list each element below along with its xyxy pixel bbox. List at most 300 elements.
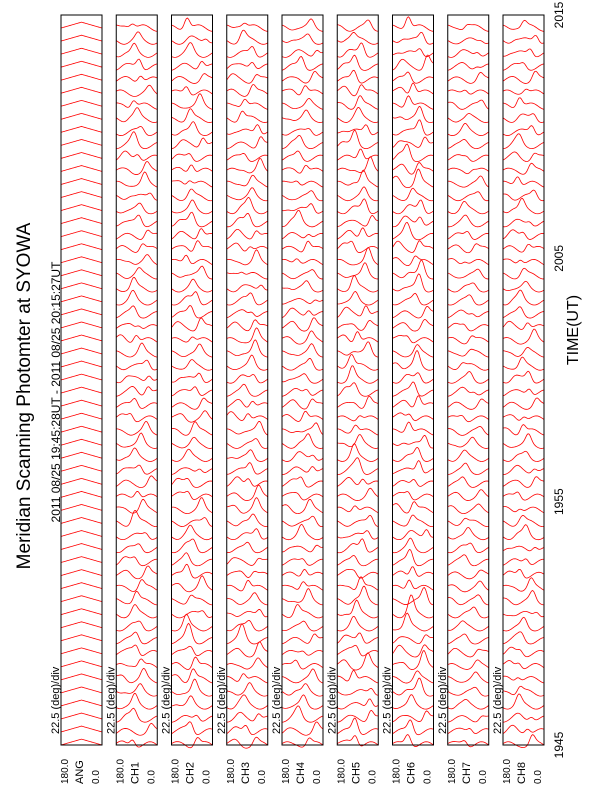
- scan-trace: [116, 108, 157, 123]
- scan-trace: [503, 591, 544, 605]
- scan-trace: [61, 426, 102, 432]
- scan-trace: [282, 605, 323, 618]
- scan-trace: [172, 722, 213, 735]
- x-tick-labels: [552, 1, 566, 758]
- scan-trace: [337, 70, 378, 83]
- scan-trace: [61, 609, 102, 615]
- panel-ch3: [216, 15, 268, 784]
- scan-trace: [116, 203, 157, 214]
- scan-trace: [337, 670, 378, 683]
- ytick-bottom-label: 0.0: [256, 770, 268, 784]
- scan-trace: [503, 686, 544, 696]
- scan-trace: [172, 229, 213, 239]
- scan-trace: [227, 737, 268, 748]
- scan-trace: [282, 135, 323, 148]
- scan-trace: [116, 268, 157, 279]
- scan-trace: [227, 529, 268, 540]
- scan-trace: [227, 712, 268, 722]
- scan-trace: [227, 111, 268, 122]
- scan-trace: [227, 725, 268, 734]
- scan-trace: [282, 98, 323, 109]
- scan-trace: [337, 444, 378, 462]
- scan-trace: [503, 63, 544, 71]
- scan-trace: [448, 349, 489, 357]
- scan-trace: [393, 120, 434, 135]
- scan-trace: [393, 695, 434, 709]
- scan-trace: [337, 55, 378, 70]
- scan-trace: [227, 498, 268, 514]
- scan-trace: [227, 658, 268, 669]
- scan-trace: [503, 98, 544, 110]
- scan-trace: [61, 218, 102, 224]
- scan-trace: [61, 583, 102, 589]
- scan-trace: [116, 580, 157, 592]
- scan-trace: [227, 412, 268, 421]
- scan-trace: [116, 668, 157, 683]
- scan-trace: [227, 74, 268, 84]
- scan-trace: [61, 635, 102, 641]
- scan-trace: [393, 256, 434, 266]
- scan-trace: [116, 24, 157, 31]
- scan-trace: [282, 204, 323, 214]
- scan-trace: [172, 337, 213, 342]
- scan-trace: [503, 451, 544, 461]
- scan-trace: [227, 439, 268, 449]
- scan-trace: [227, 250, 268, 265]
- scan-trace: [282, 56, 323, 70]
- scan-trace: [227, 620, 268, 630]
- channel-label: CH7: [460, 761, 473, 784]
- scan-trace: [172, 614, 213, 631]
- scan-trace: [116, 448, 157, 462]
- scan-trace: [393, 502, 434, 513]
- scan-trace: [172, 43, 213, 58]
- scan-trace: [337, 699, 378, 709]
- scan-trace: [116, 740, 157, 747]
- scan-trace: [172, 74, 213, 84]
- scan-trace: [448, 728, 489, 734]
- scan-trace: [282, 181, 323, 187]
- scan-trace: [172, 292, 213, 305]
- scan-trace: [116, 511, 157, 527]
- scan-trace: [227, 695, 268, 709]
- scan-trace: [448, 672, 489, 683]
- scan-trace: [503, 477, 544, 488]
- scan-trace: [337, 539, 378, 553]
- scan-trace: [227, 229, 268, 239]
- scan-trace: [61, 22, 102, 28]
- scan-trace: [172, 669, 213, 683]
- scan-trace: [116, 76, 157, 81]
- scan-trace: [172, 387, 213, 396]
- scan-trace: [393, 72, 434, 83]
- scan-trace: [227, 580, 268, 591]
- scan-trace: [337, 170, 378, 187]
- scan-trace: [172, 360, 213, 371]
- scan-trace: [337, 241, 378, 252]
- scan-trace: [116, 161, 157, 174]
- scan-trace: [282, 191, 323, 201]
- scan-trace: [448, 607, 489, 618]
- scan-trace: [61, 283, 102, 289]
- scan-trace: [61, 270, 102, 276]
- scan-trace: [282, 660, 323, 669]
- scan-trace: [337, 125, 378, 135]
- scan-trace: [337, 506, 378, 513]
- scan-trace: [116, 499, 157, 513]
- scan-trace: [393, 216, 434, 227]
- scan-trace: [227, 609, 268, 616]
- ytick-top-label: 180.0: [170, 758, 182, 784]
- scan-trace: [282, 86, 323, 95]
- scan-trace: [61, 153, 102, 159]
- scan-trace: [116, 290, 157, 305]
- panel-ch2: [161, 15, 213, 784]
- scan-trace: [116, 306, 157, 318]
- scan-trace: [503, 713, 544, 722]
- scan-trace: [282, 493, 323, 500]
- scan-trace: [116, 557, 157, 566]
- scan-trace: [503, 219, 544, 227]
- scan-trace: [503, 163, 544, 174]
- scan-trace: [282, 499, 323, 513]
- scan-trace: [503, 425, 544, 436]
- scan-trace: [337, 396, 378, 408]
- scan-trace: [448, 363, 489, 371]
- scan-trace: [227, 593, 268, 605]
- scan-trace: [448, 699, 489, 709]
- scan-trace: [61, 557, 102, 563]
- scan-trace: [337, 616, 378, 631]
- scan-trace: [448, 231, 489, 239]
- scan-trace: [503, 735, 544, 748]
- scan-trace: [448, 387, 489, 396]
- scan-trace: [448, 477, 489, 488]
- scan-trace: [503, 415, 544, 421]
- scan-trace: [448, 24, 489, 31]
- scan-trace: [61, 491, 102, 497]
- scan-trace: [337, 199, 378, 214]
- scan-trace: [172, 255, 213, 265]
- scan-trace: [448, 504, 489, 514]
- scan-trace: [448, 283, 489, 292]
- scan-trace: [337, 577, 378, 591]
- scan-trace: [503, 569, 544, 578]
- scale-label: 22.5 (deg)/div: [215, 666, 228, 734]
- scan-trace: [116, 605, 157, 618]
- ytick-bottom-label: 0.0: [422, 770, 434, 784]
- scan-trace: [393, 515, 434, 527]
- scan-trace: [227, 450, 268, 462]
- scan-trace: [227, 571, 268, 578]
- x-tick-label: 2015: [552, 1, 566, 29]
- scan-trace: [503, 89, 544, 94]
- scan-trace: [448, 38, 489, 44]
- scan-trace: [503, 347, 544, 357]
- scan-trace: [448, 72, 489, 83]
- scan-trace: [503, 507, 544, 513]
- scan-trace: [282, 299, 323, 305]
- scan-trace: [393, 720, 434, 735]
- scan-trace: [282, 233, 323, 239]
- scan-trace: [227, 683, 268, 697]
- scan-trace: [337, 32, 378, 44]
- channel-label: CH1: [129, 761, 142, 784]
- scan-trace: [393, 435, 434, 448]
- ytick-bottom-label: 0.0: [477, 770, 489, 784]
- scan-trace: [61, 348, 102, 354]
- channel-label: CH5: [350, 761, 363, 784]
- scan-trace: [61, 100, 102, 106]
- scan-trace: [282, 270, 323, 279]
- scan-trace: [337, 688, 378, 695]
- scan-trace: [503, 198, 544, 213]
- scan-trace: [393, 580, 434, 590]
- scan-trace: [61, 452, 102, 458]
- scan-trace: [61, 478, 102, 484]
- scan-trace: [116, 43, 157, 57]
- scan-trace: [61, 726, 102, 732]
- scan-trace: [172, 525, 213, 539]
- scan-trace: [448, 201, 489, 213]
- scan-trace: [227, 310, 268, 318]
- scan-trace: [116, 151, 157, 160]
- scan-trace: [227, 674, 268, 683]
- scan-trace: [282, 259, 323, 265]
- scan-trace: [61, 648, 102, 654]
- scan-trace: [448, 259, 489, 265]
- scan-trace: [337, 320, 378, 330]
- scan-trace: [227, 243, 268, 251]
- x-tick-label: 2005: [552, 244, 566, 272]
- scan-trace: [448, 527, 489, 539]
- scan-trace: [448, 570, 489, 579]
- scan-trace: [172, 646, 213, 655]
- scan-trace: [172, 491, 213, 499]
- scan-trace: [448, 463, 489, 474]
- scan-trace: [503, 190, 544, 201]
- scan-trace: [503, 281, 544, 292]
- scan-trace: [337, 85, 378, 96]
- scan-trace: [282, 423, 323, 435]
- scan-trace: [393, 422, 434, 435]
- scan-trace: [282, 434, 323, 449]
- scan-trace: [227, 99, 268, 109]
- scan-trace: [393, 345, 434, 358]
- scan-trace: [282, 34, 323, 44]
- scan-trace: [448, 50, 489, 58]
- scan-trace: [448, 490, 489, 501]
- scale-label: 22.5 (deg)/div: [436, 666, 449, 734]
- scan-trace: [448, 518, 489, 526]
- scan-trace: [337, 515, 378, 526]
- scan-trace: [393, 319, 434, 331]
- scan-trace: [172, 122, 213, 136]
- scan-trace: [227, 46, 268, 57]
- scan-trace: [393, 335, 434, 342]
- scan-trace: [337, 556, 378, 566]
- scan-trace: [503, 389, 544, 396]
- scan-trace: [116, 255, 157, 265]
- scan-trace: [448, 555, 489, 566]
- ytick-top-label: 180.0: [336, 758, 348, 784]
- scan-trace: [503, 329, 544, 344]
- scan-trace: [116, 621, 157, 631]
- scan-trace: [448, 139, 489, 148]
- scan-trace: [282, 722, 323, 735]
- scan-trace: [337, 425, 378, 435]
- scan-trace: [393, 538, 434, 553]
- scan-trace: [503, 20, 544, 31]
- scan-trace: [337, 569, 378, 578]
- scan-trace: [337, 416, 378, 421]
- scan-trace: [393, 711, 434, 722]
- scan-trace: [337, 488, 378, 500]
- scan-trace: [227, 30, 268, 44]
- scan-trace: [393, 188, 434, 200]
- scan-trace: [503, 434, 544, 449]
- scan-trace: [172, 189, 213, 201]
- scan-trace: [61, 35, 102, 41]
- scan-trace: [172, 696, 213, 709]
- scan-trace: [227, 477, 268, 487]
- scan-trace: [227, 272, 268, 279]
- scan-trace: [282, 684, 323, 696]
- scan-trace: [172, 595, 213, 605]
- scan-trace: [116, 591, 157, 605]
- scan-trace: [282, 151, 323, 161]
- scan-trace: [61, 87, 102, 93]
- scan-trace: [61, 687, 102, 693]
- scan-trace: [282, 738, 323, 747]
- scan-trace: [172, 318, 213, 331]
- scan-trace: [448, 437, 489, 448]
- scale-label: 22.5 (deg)/div: [271, 666, 283, 734]
- scan-trace: [503, 465, 544, 474]
- scan-trace: [172, 138, 213, 149]
- scan-trace: [61, 570, 102, 576]
- scan-trace: [503, 676, 544, 683]
- scan-trace: [282, 621, 323, 631]
- scan-trace: [172, 61, 213, 70]
- scan-trace: [337, 157, 378, 173]
- scan-trace: [172, 657, 213, 669]
- scan-trace: [503, 492, 544, 500]
- scan-trace: [282, 358, 323, 370]
- panel-frame: [227, 15, 268, 745]
- scan-trace: [393, 144, 434, 162]
- scan-trace: [172, 411, 213, 422]
- scan-trace: [172, 623, 213, 644]
- scale-label: 22.5 (deg)/div: [160, 666, 173, 734]
- scan-trace: [337, 291, 378, 305]
- scan-trace: [172, 154, 213, 162]
- scan-trace: [61, 518, 102, 524]
- scan-trace: [172, 279, 213, 292]
- scan-trace: [282, 569, 323, 576]
- scan-trace: [503, 617, 544, 631]
- scan-trace: [393, 169, 434, 188]
- scan-trace: [61, 74, 102, 80]
- scan-trace: [61, 400, 102, 406]
- scan-trace: [337, 187, 378, 201]
- scan-trace: [227, 463, 268, 475]
- scan-trace: [448, 90, 489, 94]
- scan-trace: [503, 268, 544, 279]
- scan-trace: [116, 533, 157, 540]
- scan-trace: [448, 371, 489, 383]
- panel-ch8: [492, 15, 544, 784]
- scan-trace: [393, 106, 434, 122]
- scale-label: 22.5 (deg)/div: [492, 666, 504, 734]
- scan-trace: [61, 465, 102, 471]
- scan-trace: [448, 176, 489, 187]
- scan-trace: [282, 524, 323, 539]
- scan-trace: [61, 335, 102, 341]
- scan-trace: [503, 661, 544, 669]
- scan-trace: [227, 374, 268, 383]
- scan-trace: [503, 177, 544, 187]
- scan-trace: [61, 48, 102, 54]
- scan-trace: [116, 386, 157, 396]
- scan-trace: [61, 192, 102, 198]
- scan-trace: [282, 399, 323, 409]
- scan-trace: [172, 611, 213, 618]
- scan-trace: [337, 263, 378, 279]
- scan-trace: [116, 59, 157, 70]
- scan-trace: [448, 310, 489, 318]
- scan-trace: [503, 49, 544, 57]
- scan-trace: [172, 36, 213, 44]
- scale-label: 22.5 (deg)/div: [326, 666, 339, 734]
- scan-trace: [337, 653, 378, 670]
- scan-trace: [116, 335, 157, 343]
- scan-trace: [61, 113, 102, 119]
- scan-trace: [61, 309, 102, 315]
- scan-trace: [337, 43, 378, 57]
- scan-trace: [503, 321, 544, 329]
- scan-trace: [393, 260, 434, 279]
- scan-trace: [282, 669, 323, 683]
- scan-trace: [282, 582, 323, 591]
- scan-trace: [282, 241, 323, 252]
- scan-trace: [116, 193, 157, 200]
- scan-trace: [503, 546, 544, 551]
- scan-trace: [227, 421, 268, 435]
- scan-trace: [172, 373, 213, 382]
- scan-trace: [337, 306, 378, 318]
- scan-trace: [503, 244, 544, 252]
- scan-trace: [393, 671, 434, 683]
- scan-trace: [448, 634, 489, 644]
- rotated-plot-group: [14, 1, 582, 784]
- scan-trace: [172, 422, 213, 436]
- scan-trace: [337, 107, 378, 122]
- x-axis-label: TIME(UT): [565, 294, 582, 366]
- panel-ch6: [382, 15, 434, 784]
- scan-trace: [282, 344, 323, 358]
- scan-trace: [61, 139, 102, 145]
- scan-trace: [503, 290, 544, 305]
- scan-trace: [282, 477, 323, 487]
- scan-trace: [282, 318, 323, 331]
- scan-trace: [116, 85, 157, 96]
- scan-trace: [393, 567, 434, 577]
- scan-trace: [282, 19, 323, 31]
- scan-trace: [337, 531, 378, 539]
- scan-trace: [393, 137, 434, 147]
- scan-trace: [282, 71, 323, 83]
